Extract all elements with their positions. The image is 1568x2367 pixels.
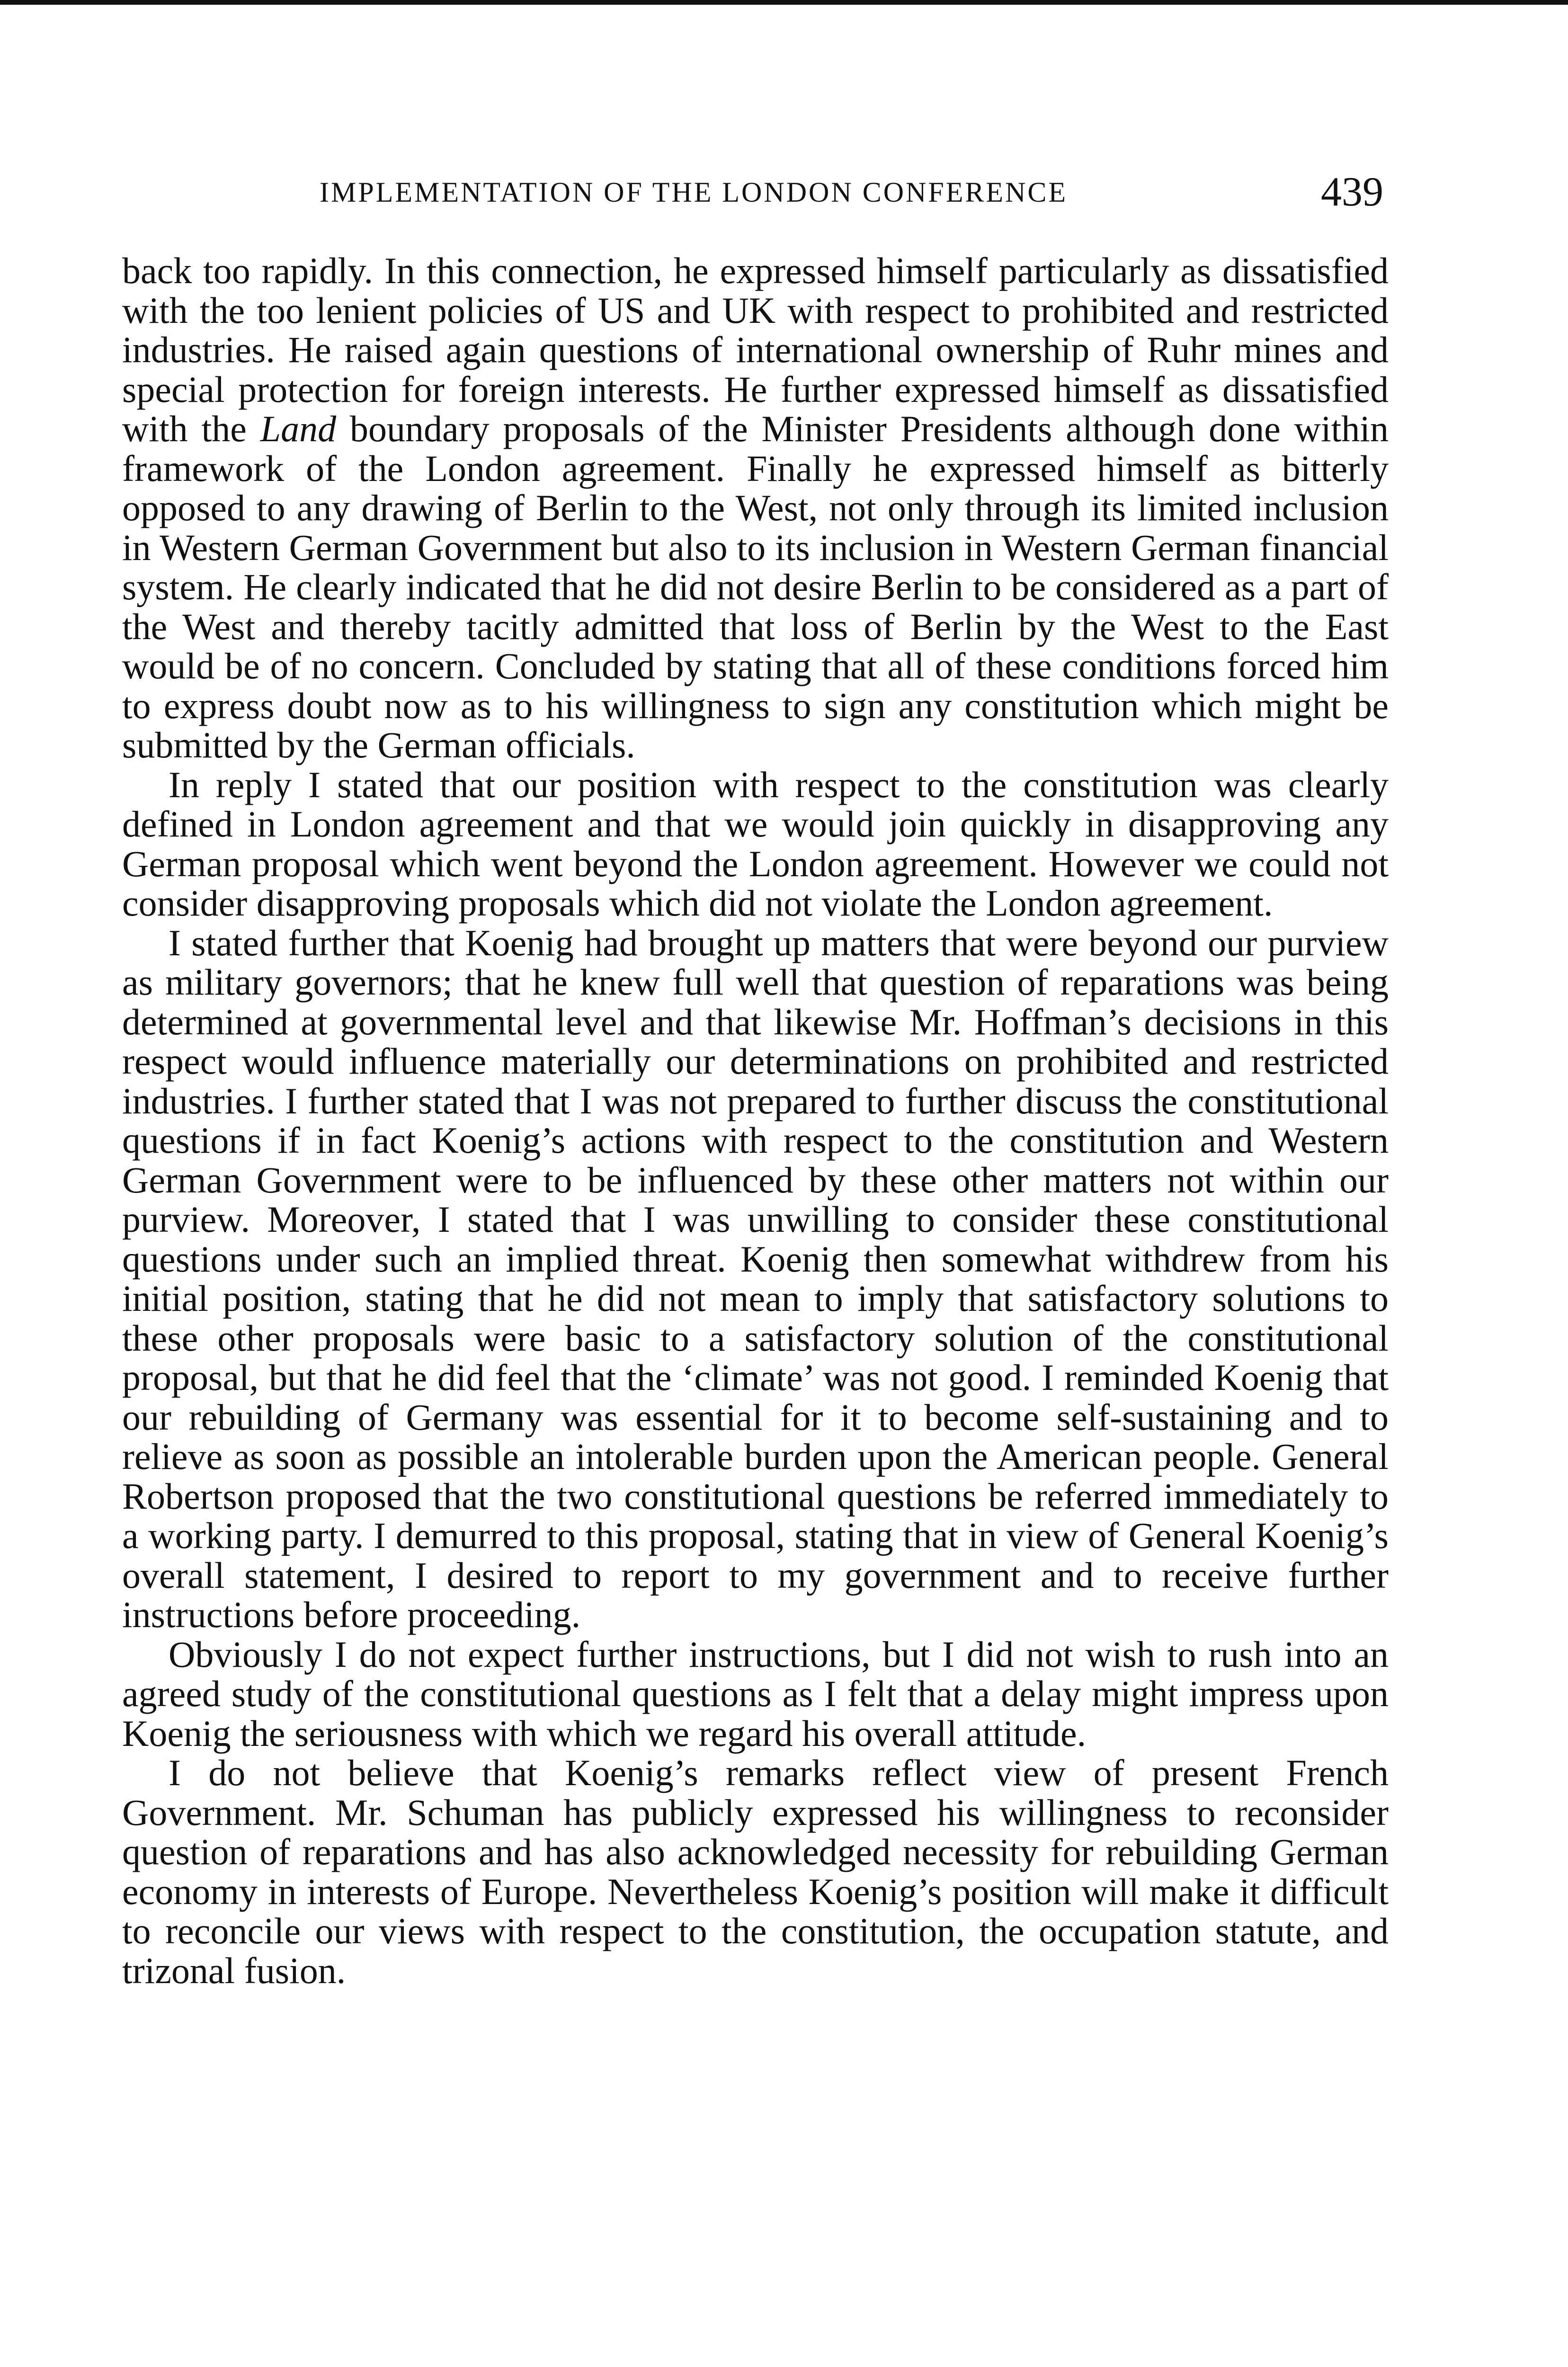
paragraph-1-text-b: boundary proposals of the Minister Presidents although done within framework of the London agreement. Finally he expressed himself as bitterly opposed to any drawing of Berlin to the West, not only through its limited inclusion in Western German Government but also to its inclusion in Western German financial system. He clearly indicated that he did not desire Berlin to be considered as a part of the West and thereby tacitly admitted that loss of Berlin by the West to the East would be of no concern. Concluded by stating that all of these conditions forced him to express doubt now as to his willingness to sign any constitution which might be submitted by the German officials. (122, 408, 1389, 765)
paragraph-1-italic-term: Land (260, 408, 337, 449)
body-text (122, 251, 1389, 1990)
paragraph-4: Obviously I do not expect further instructions, but I did not wish to rush into an agreed study of the constitutional questions as I felt that a delay might impress upon Koenig the seriousness with which we regard his overall attitude. (122, 1633, 1389, 1754)
top-edge-rule (0, 0, 1568, 5)
running-header-title: IMPLEMENTATION OF THE LONDON CONFERENCE (320, 177, 1068, 208)
paragraph-5: I do not believe that Koenig’s remarks reflect view of present French Government. Mr. Schuman has publicly expressed his willingness to reconsider question of reparations and has also acknowledged necessity for rebuilding German economy in interests of Europe. Nevertheless Koenig’s position will make it difficult to reconcile our views with respect to the constitution, the occupation statute, and trizonal fusion. (122, 1752, 1389, 1991)
paragraph-1 (122, 251, 1389, 765)
paragraph-2: In reply I stated that our position with respect to the constitution was clearly defined in London agreement and that we would join quickly in disapproving any German proposal which went beyond the London agreement. However we could not consider disapproving proposals which did not violate the London agreement. (122, 764, 1389, 924)
paragraph-3: I stated further that Koenig had brought up matters that were beyond our purview as military governors; that he knew full well that question of reparations was being determined at governmental level and that likewise Mr. Hoffman’s decisions in this respect would influence materially our determinations on prohibited and restricted industries. I further stated that I was not prepared to further discuss the constitutional questions if in fact Koenig’s actions with respect to the constitution and Western German Government were to be influenced by these other matters not within our purview. Moreover, I stated that I was unwilling to consider these constitutional questions under such an implied threat. Koenig then somewhat withdrew from his initial position, stating that he did not mean to imply that satisfactory solutions to these other proposals were basic to a satisfactory solution of the constitutional proposal, but that he did feel that the ‘climate’ was not good. I reminded Koenig that our rebuilding of Germany was essential for it to become self-sustaining and to relieve as soon as possible an intolerable burden upon the American people. General Robertson proposed that the two constitutional questions be referred immediately to a working party. I demurred to this proposal, stating that in view of General Koenig’s overall statement, I desired to report to my government and to receive further instructions before proceeding. (122, 922, 1389, 1635)
paragraph-1-text-a: back too rapidly. In this connection, he expressed himself particularly as dissatisfied with the too lenient policies of US and UK with respect to prohibited and restricted industries. He raised again questions of international ownership of Ruhr mines and special protection for foreign interests. He further expressed himself as dissatisfied with the (122, 250, 1389, 449)
page-number: 439 (1321, 169, 1383, 215)
